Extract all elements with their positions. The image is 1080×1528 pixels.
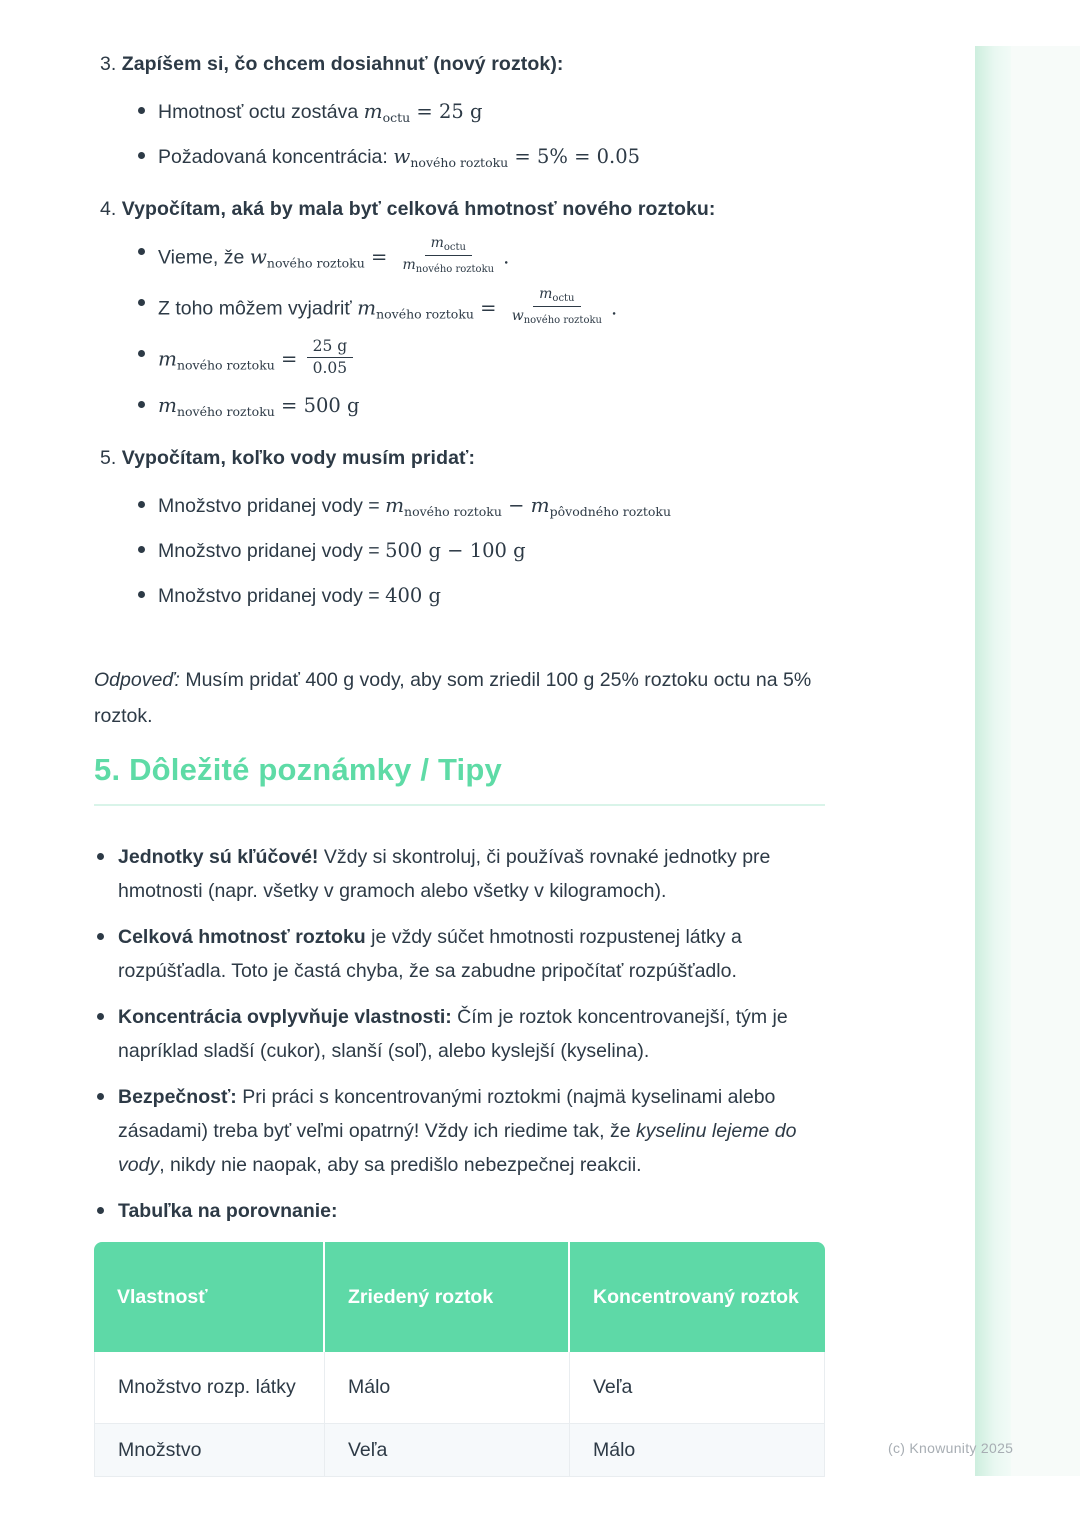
step-3-title <box>100 52 834 76</box>
math-subscript: octu <box>443 242 466 253</box>
tip-tail: , nikdy nie naopak, aby sa predišlo nebezpečnej reakcii. <box>159 1154 642 1176</box>
bullet-icon <box>97 1207 104 1214</box>
math-variable: m <box>539 286 553 302</box>
copyright-watermark: (c) Knowunity 2025 <box>888 1440 1014 1456</box>
formula-line <box>158 286 618 329</box>
math-subscript: nového roztoku <box>176 357 275 373</box>
minus-sign: − <box>501 494 531 518</box>
tips-list <box>94 840 839 1240</box>
step-heading: Zapíšem si, čo chcem dosiahnuť (nový roztok): <box>121 53 564 75</box>
math-variable: w <box>393 144 411 168</box>
period: . <box>610 296 618 320</box>
math-variable: m <box>530 493 550 518</box>
step-heading: Vypočítam, aká by mala byť celková hmotnosť nového roztoku: <box>121 198 716 220</box>
bullet-icon <box>138 299 145 306</box>
bullet-icon <box>138 107 145 114</box>
math-subscript: pôvodného roztoku <box>549 504 671 520</box>
table-row <box>94 1352 825 1424</box>
math-variable: m <box>430 235 444 251</box>
list-item <box>138 582 834 610</box>
tip-lead: Tabuľka na porovnanie: <box>118 1200 338 1222</box>
bullet-icon <box>138 152 145 159</box>
table-row <box>94 1424 825 1477</box>
math-value: = 25 g <box>410 100 483 123</box>
equals-sign: = <box>473 296 503 320</box>
fraction-denominator <box>506 307 608 326</box>
step-5 <box>94 446 834 610</box>
worked-example-steps <box>94 52 834 636</box>
answer-label: Odpoveď: <box>94 668 180 691</box>
math-subscript: octu <box>552 293 575 304</box>
step-3 <box>94 52 834 171</box>
fraction-denominator: 0.05 <box>312 359 348 378</box>
formula-line <box>158 235 510 278</box>
table-cell: Veľa <box>325 1424 570 1476</box>
math-variable: w <box>249 244 267 269</box>
math-variable: m <box>357 295 377 320</box>
page-edge-strip <box>975 46 1011 1476</box>
fraction-denominator <box>397 256 501 275</box>
lead-text: Vieme, že <box>158 246 250 269</box>
lead-text: Z toho môžem vyjadriť <box>158 297 358 320</box>
formula-line <box>158 98 482 126</box>
formula-line <box>158 537 526 565</box>
bullet-icon <box>138 248 145 255</box>
table-cell: Veľa <box>593 1376 633 1398</box>
list-item <box>94 1000 839 1068</box>
tip-body: je vždy súčet hmotnosti rozpustenej látky a rozpúšťadla. Toto je častá chyba, že sa zabudne pripočítať rozpúšťadlo. <box>118 926 742 982</box>
equals-sign: = <box>274 347 304 371</box>
math-variable: m <box>385 493 405 518</box>
lead-text: Množstvo pridanej vody = <box>158 540 386 563</box>
math-value: = 500 g <box>274 394 360 418</box>
fraction-numerator <box>425 236 472 256</box>
bullet-icon <box>138 546 145 553</box>
math-variable: w <box>511 308 524 324</box>
list-item <box>94 840 839 908</box>
formula-line <box>158 582 441 610</box>
tip-text <box>118 1194 338 1228</box>
formula-line <box>158 143 640 171</box>
column-header: Zriedený roztok <box>325 1242 570 1352</box>
bullet-icon <box>138 591 145 598</box>
table-cell: Málo <box>325 1352 570 1423</box>
math-variable: m <box>158 346 177 371</box>
bullet-icon <box>97 1093 104 1100</box>
formula-line <box>158 492 671 520</box>
math-value: 400 g <box>385 584 441 608</box>
list-item <box>138 392 834 420</box>
table-cell: Množstvo rozp. látky <box>95 1352 325 1423</box>
bullet-icon <box>138 350 145 357</box>
tip-text <box>118 1080 839 1182</box>
math-variable: m <box>158 393 177 418</box>
lead-text: Požadovaná koncentrácia: <box>158 146 394 168</box>
list-item <box>138 235 834 278</box>
answer-text: Musím pridať 400 g vody, aby som zriedil 100 g 25% roztoku octu na 5% roztok. <box>94 668 812 727</box>
lead-text: Hmotnosť octu zostáva <box>158 101 364 123</box>
math-subscript: nového roztoku <box>176 404 275 420</box>
math-subscript: nového roztoku <box>376 306 474 322</box>
page-edge-background <box>1011 46 1080 1476</box>
tip-body: Čím je roztok koncentrovanejší, tým je napríklad sladší (cukor), slanší (soľ), alebo kyslejší (kyselina). <box>118 1006 788 1062</box>
bullet-icon <box>97 1013 104 1020</box>
tip-lead: Celková hmotnosť roztoku <box>118 926 366 948</box>
math-subscript: nového roztoku <box>415 264 495 275</box>
column-header: Vlastnosť <box>94 1242 325 1352</box>
step-4 <box>94 197 834 420</box>
lead-text: Množstvo pridanej vody = <box>158 585 386 608</box>
table-cell: Málo <box>593 1438 636 1461</box>
section-underline <box>94 804 825 806</box>
math-subscript: nového roztoku <box>404 504 502 520</box>
list-item <box>94 920 839 988</box>
table-cell: Množstvo <box>95 1424 325 1476</box>
formula-line <box>158 392 359 420</box>
column-header: Koncentrovaný roztok <box>593 1286 799 1308</box>
lead-text: Množstvo pridanej vody = <box>158 495 386 518</box>
tip-lead: Jednotky sú kľúčové! <box>118 846 319 868</box>
list-item <box>138 286 834 329</box>
bullet-icon <box>97 933 104 940</box>
tip-text <box>118 1000 839 1068</box>
answer-paragraph <box>94 662 839 734</box>
step-number: 3. <box>100 53 117 75</box>
step-number: 5. <box>100 447 117 470</box>
tip-lead: Bezpečnosť: <box>118 1086 237 1108</box>
step-5-title <box>100 446 834 470</box>
tip-body: Vždy si skontroluj, či používaš rovnaké jednotky pre hmotnosti (napr. všetky v gramoch alebo všetky v kilogramoch). <box>118 846 771 902</box>
section-5-header <box>94 752 825 806</box>
math-subscript: nového roztoku <box>410 155 509 170</box>
comparison-table <box>94 1242 825 1477</box>
fraction <box>307 338 354 377</box>
tip-emphasis: kyselinu lejeme do vody <box>118 1120 797 1176</box>
math-subscript: nového roztoku <box>523 315 602 326</box>
period: . <box>503 245 510 269</box>
list-item <box>138 98 834 126</box>
fraction <box>397 236 501 275</box>
tip-body: Pri práci s koncentrovanými roztokmi (najmä kyselinami alebo zásadami) treba byť veľmi opatrný! Vždy ich riedime tak, že <box>118 1086 776 1142</box>
section-title: 5. Dôležité poznámky / Tipy <box>94 752 502 787</box>
list-item <box>138 492 834 520</box>
table-header-row <box>94 1242 825 1352</box>
math-value: = 5% = 0.05 <box>508 145 641 168</box>
list-item <box>94 1080 839 1182</box>
bullet-icon <box>138 501 145 508</box>
tip-text <box>118 840 839 908</box>
list-item <box>94 1194 839 1228</box>
step-heading: Vypočítam, koľko vody musím pridať: <box>121 447 476 470</box>
tip-lead: Koncentrácia ovplyvňuje vlastnosti: <box>118 1006 452 1028</box>
equals-sign: = <box>364 245 394 269</box>
list-item <box>138 337 834 380</box>
math-subscript: nového roztoku <box>266 255 365 271</box>
math-variable: m <box>363 99 383 123</box>
list-item <box>138 537 834 565</box>
bullet-icon <box>138 401 145 408</box>
step-number: 4. <box>100 198 117 220</box>
fraction-numerator: 25 g <box>307 338 354 358</box>
fraction-numerator <box>533 287 580 307</box>
tip-text <box>118 920 839 988</box>
fraction <box>506 287 608 326</box>
step-4-title <box>100 197 834 221</box>
math-subscript: octu <box>382 110 411 125</box>
math-value: 500 g − 100 g <box>385 539 526 563</box>
bullet-icon <box>97 853 104 860</box>
list-item <box>138 143 834 171</box>
math-variable: m <box>402 257 416 273</box>
formula-line <box>158 337 356 380</box>
